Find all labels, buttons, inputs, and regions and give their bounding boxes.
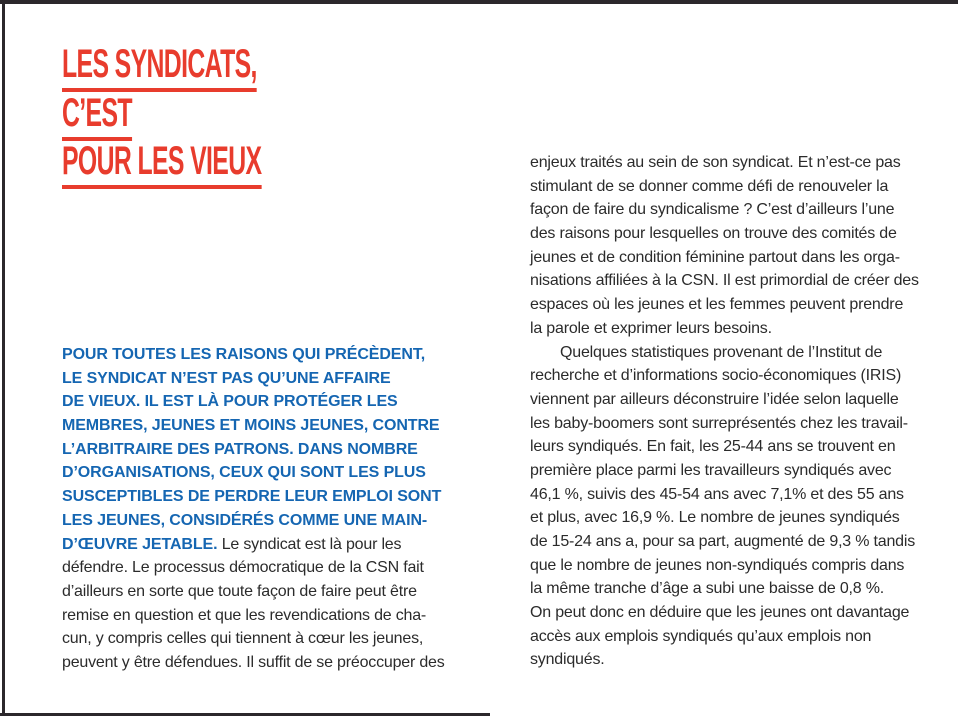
left-text-column [62,343,452,675]
text-line: LE SYNDICAT N’EST PAS QU’UNE AFFAIRE [62,369,391,387]
text-line: accès aux emplois syndiqués qu’aux emplois non [530,627,872,645]
text-line: des raisons pour lesquelles on trouve des comités de [530,225,897,243]
text-line: leurs syndiqués. En fait, les 25-44 ans se trouvent en [530,438,896,456]
text-line: remise en question et que les revendications de cha- [62,606,427,624]
body-sentence-start: Le syndicat est là pour les [217,535,402,553]
page-edge-top [0,0,958,4]
text-line: LES JEUNES, CONSIDÉRÉS COMME UNE MAIN- [62,511,428,529]
lead-paragraph-blue [62,343,452,533]
text-line: les baby-boomers sont surreprésentés chez les travail- [530,414,908,432]
text-line: SUSCEPTIBLES DE PERDRE LEUR EMPLOI SONT [62,488,442,506]
lead-sentence-end: D’ŒUVRE JETABLE. [62,535,218,553]
text-line: et plus, avec 16,9 %. Le nombre de jeunes syndiqués [530,509,900,527]
text-line: POUR TOUTES LES RAISONS QUI PRÉCÈDENT, [62,346,426,363]
body-paragraph-left [62,556,452,674]
text-line: nisations affiliées à la CSN. Il est primordial de créer des [530,272,919,290]
text-line: recherche et d’informations socio-économiques (IRIS) [530,367,902,385]
text-line: 46,1 %, suivis des 45-54 ans avec 7,1% et des 55 ans [530,485,904,503]
text-line: DE VIEUX. IL EST LÀ POUR PROTÉGER LES [62,393,398,411]
text-line: d’ailleurs en sorte que toute façon de faire peut être [62,582,417,600]
text-line: C’EST [62,93,384,142]
text-line: enjeux traités au sein de son syndicat. Et n’est-ce pas [530,154,901,171]
text-line: de 15-24 ans a, pour sa part, augmenté de 9,3 % tandis [530,533,916,550]
body-paragraph-right-2 [530,341,925,673]
text-line: cun, y compris celles qui tiennent à cœur les jeunes, [62,630,424,648]
text-line: syndiqués. [530,651,605,669]
text-line: peuvent y être défendues. Il suffit de se préoccuper des [62,653,445,671]
text-line: LES SYNDICATS, [62,44,384,93]
text-line: On peut donc en déduire que les jeunes ont davantage [530,604,910,622]
text-line: la parole et exprimer leurs besoins. [530,319,772,337]
text-line: que le nombre de jeunes non-syndiqués compris dans [530,556,905,574]
text-line: défendre. Le processus démocratique de la CSN fait [62,559,424,577]
text-line: Quelques statistiques provenant de l’Institut de [560,343,883,361]
text-line: espaces où les jeunes et les femmes peuvent prendre [530,296,904,314]
text-line: D’ORGANISATIONS, CEUX QUI SONT LES PLUS [62,464,426,482]
page-edge-left [2,0,5,716]
chapter-title [62,44,384,190]
text-line: viennent par ailleurs déconstruire l’idée selon laquelle [530,390,899,408]
text-line: L’ARBITRAIRE DES PATRONS. DANS NOMBRE [62,440,418,458]
text-line-mixed [62,533,452,557]
text-line: stimulant de se donner comme défi de renouveler la [530,177,889,195]
right-text-column [530,151,925,672]
text-line: jeunes et de condition féminine partout dans les orga- [530,248,900,266]
body-paragraph-right-1 [530,151,925,341]
text-line: première place parmi les travailleurs syndiqués avec [530,461,892,479]
text-line: POUR LES VIEUX [62,141,384,190]
text-line: la même tranche d’âge a subi une baisse de 0,8 %. [530,580,884,598]
text-line: façon de faire du syndicalisme ? C’est d’ailleurs l’une [530,201,895,219]
text-line: MEMBRES, JEUNES ET MOINS JEUNES, CONTRE [62,417,440,435]
